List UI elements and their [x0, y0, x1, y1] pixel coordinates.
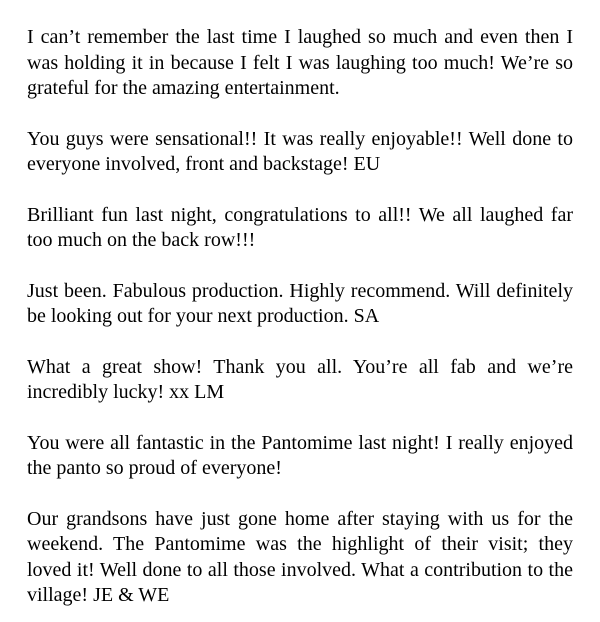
testimonial-paragraph: Just been. Fabulous production. Highly recommend. Will definitely be looking out for your next production. SA — [27, 279, 573, 327]
testimonial-paragraph: Our grandsons have just gone home after staying with us for the weekend. The Pantomime was the highlight of their visit; they loved it! Well done to all those involved. What a contribution to the village! JE & WE — [27, 507, 573, 606]
testimonial-paragraph: I can’t remember the last time I laughed so much and even then I was holding it in because I felt I was laughing too much! We’re so grateful for the amazing entertainment. — [27, 26, 573, 99]
testimonial-paragraph: Brilliant fun last night, congratulations to all!! We all laughed far too much on the back row!!! — [27, 203, 573, 251]
testimonial-paragraph: You guys were sensational!! It was really enjoyable!! Well done to everyone involved, front and backstage! EU — [27, 127, 573, 175]
testimonials-page — [27, 25, 573, 609]
testimonial-paragraph: You were all fantastic in the Pantomime last night! I really enjoyed the panto so proud of everyone! — [27, 431, 573, 479]
testimonial-paragraph: What a great show! Thank you all. You’re all fab and we’re incredibly lucky! xx LM — [27, 355, 573, 403]
